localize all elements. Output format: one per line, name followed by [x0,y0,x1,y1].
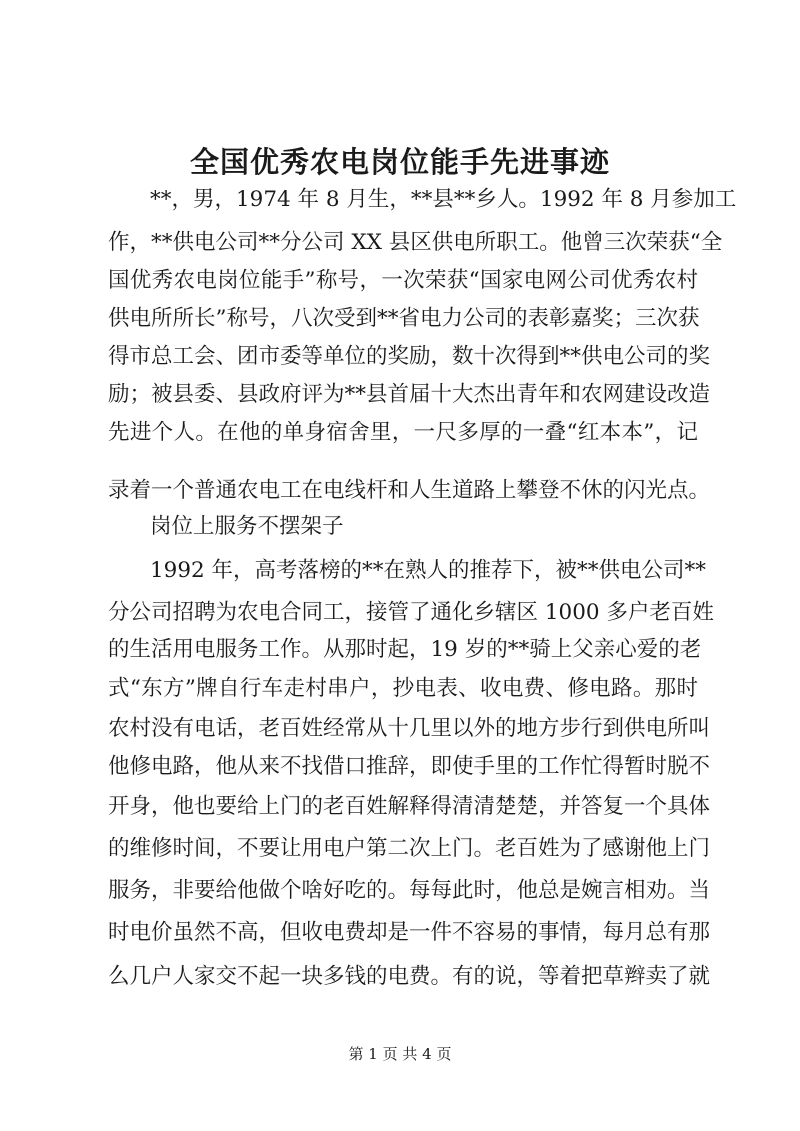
paragraph-line: 的维修时间，不要让用电户第二次上门。老百姓为了感谢他上门 [108,836,711,861]
page-footer: 第 1 页 共 4 页 [348,1045,452,1063]
paragraph-line: 式“东方”牌自行车走村串户，抄电表、收电费、修电路。那时 [108,676,698,701]
section-heading: 岗位上服务不摆架子 [150,514,344,539]
paragraph-line: 先进个人。在他的单身宿舍里，一尺多厚的一叠“红本本”，记 [108,420,698,445]
paragraph-line: 开身，他也要给上门的老百姓解释得清清楚楚，并答复一个具体 [108,794,711,819]
paragraph-line: 作，**供电公司**分公司 XX 县区供电所职工。他曾三次荣获“全 [108,230,723,255]
paragraph-line: 分公司招聘为农电合同工，接管了通化乡辖区 1000 多户老百姓 [108,600,714,625]
paragraph-line: 农村没有电话，老百姓经常从十几里以外的地方步行到供电所叫 [108,716,711,741]
paragraph-line: 的生活用电服务工作。从那时起，19 岁的**骑上父亲心爱的老 [108,637,702,662]
paragraph-line: 国优秀农电岗位能手”称号，一次荣获“国家电网公司优秀农村 [108,268,698,293]
paragraph-line: 服务，非要给他做个啥好吃的。每每此时，他总是婉言相劝。当 [108,878,711,903]
paragraph-line: 1992 年，高考落榜的**在熟人的推荐下，被**供电公司** [150,558,707,583]
paragraph-line: 么几户人家交不起一块多钱的电费。有的说，等着把草辫卖了就 [108,964,711,989]
paragraph-line: 得市总工会、团市委等单位的奖励，数十次得到**供电公司的奖 [108,344,711,369]
paragraph-line: 供电所所长”称号，八次受到**省电力公司的表彰嘉奖；三次获 [108,306,700,331]
document-title: 全国优秀农电岗位能手先进事迹 [189,145,610,179]
paragraph-line: 时电价虽然不高，但收电费却是一件不容易的事情，每月总有那 [108,920,711,945]
paragraph-line: **，男，1974 年 8 月生，**县**乡人。1992 年 8 月参加工 [150,187,737,212]
paragraph-line: 励；被县委、县政府评为**县首届十大杰出青年和农网建设改造 [108,382,711,407]
paragraph-line: 录着一个普通农电工在电线杆和人生道路上攀登不休的闪光点。 [108,478,711,503]
paragraph-line: 他修电路，他从来不找借口推辞，即使手里的工作忙得暂时脱不 [108,754,711,779]
